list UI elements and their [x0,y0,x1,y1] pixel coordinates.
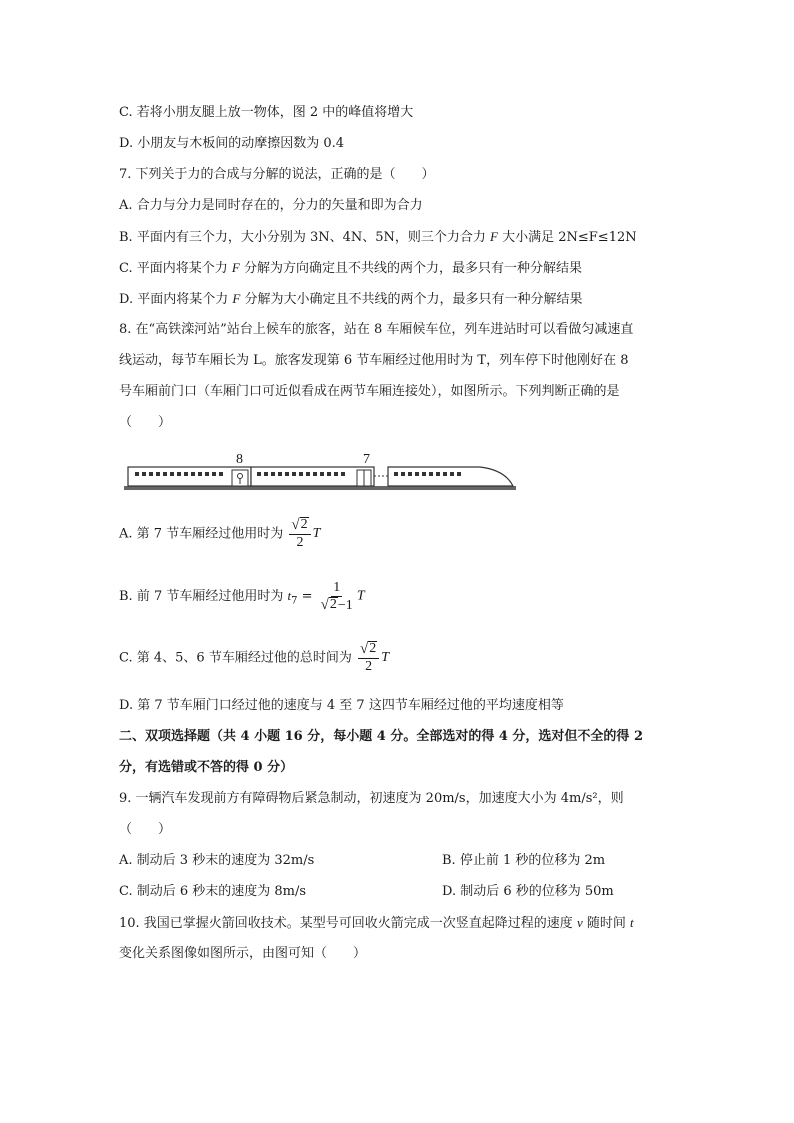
q9-option-d: D. 制动后 6 秒的位移为 50m [442,884,614,899]
section2-heading-line2: 分，有选错或不答的得 0 分） [119,760,294,775]
q8-a-den: 2 [296,535,304,550]
q8-option-a-text: A. 第 7 节车厢经过他用时为 [119,526,284,542]
q8-c-T: T [381,650,389,665]
train-figure [120,446,520,494]
q8-b-num: 1 [333,579,341,595]
q7-option-b-pre: B. 平面内有三个力，大小分别为 3N、4N、5N，则三个力合力 [119,230,491,245]
q8-option-b-fraction: 1 √ 2 −1 [320,579,353,613]
q7-option-c-pre: C. 平面内将某个力 [119,261,232,276]
train-label-8: 8 [236,452,243,467]
q8-option-b [119,576,365,622]
q8-stem-line1: 8. 在“高铁滦河站”站台上候车的旅客，站在 8 车厢候车位，列车进站时可以看做匀减速直 [119,322,634,337]
q6-option-d: D. 小朋友与木板间的动摩擦因数为 0.4 [119,136,345,151]
q8-b-minus1: −1 [337,597,353,613]
q7-option-d [119,290,582,309]
q7-option-d-post: 分解为大小确定且不共线的两个力，最多只有一种分解结果 [240,292,583,307]
q8-b-sqrt-arg: 2 [329,596,337,612]
train-car-7 [251,467,374,486]
q8-stem-line3: 号车厢前门口（车厢门口可近似看成在两节车厢连接处），如图所示。下列判断正确的是 [119,384,620,399]
q8-c-sqrt-arg: 2 [369,641,377,656]
q9-stem: 9. 一辆汽车发现前方有障碍物后紧急制动，初速度为 20m/s，加速度大小为 4m/s²，则 [119,791,624,806]
q7-option-c-var: F [231,260,240,275]
q8-b-sub: 7 [291,595,298,607]
q10-line1-pre: 10. 我国已掌握火箭回收技术。某型号可回收火箭完成一次竖直起降过程的速度 [119,916,577,931]
q10-stem-line2: 变化关系图像如图所示，由图可知（ ） [119,946,367,961]
q7-option-b-var: F [490,229,498,244]
q7-option-a: A. 合力与分力是同时存在的，分力的矢量和即为合力 [119,198,423,213]
q9-option-c: C. 制动后 6 秒末的速度为 8m/s [119,884,307,899]
q6-option-c: C. 若将小朋友腿上放一物体，图 2 中的峰值将增大 [119,105,414,120]
q10-stem-line1 [119,914,634,933]
q7-option-b [119,228,637,247]
q8-c-den: 2 [365,659,373,674]
q8-option-c-fraction: √ 2 2 [358,641,379,675]
q8-stem-line2: 线运动，每节车厢长为 L。旅客发现第 6 节车厢经过他用时为 T，列车停下时他刚好在 8 [119,353,629,368]
q10-line1-v: v [576,915,583,930]
q8-option-a [119,514,320,555]
q7-option-c [119,259,582,278]
section2-heading-line1: 二、双项选择题（共 4 小题 16 分，每小题 4 分。全部选对的得 4 分，选对但不全的得 2 [119,729,644,744]
q7-stem: 7. 下列关于力的合成与分解的说法，正确的是（ ） [119,167,435,182]
q8-b-var: t [287,588,292,603]
q7-option-b-post: 大小满足 2N≤F≤12N [497,230,637,245]
q8-b-T: T [356,588,365,604]
q8-option-b-text: B. 前 7 节车厢经过他用时为 [119,589,284,604]
q8-option-a-fraction: √ 2 2 [289,517,310,551]
q10-line1-t: t [630,915,634,930]
q9-option-b: B. 停止前 1 秒的位移为 2m [442,853,606,868]
q7-option-c-post: 分解为方向确定且不共线的两个力，最多只有一种分解结果 [239,261,582,276]
q8-option-c-text: C. 第 4、5、6 节车厢经过他的总时间为 [119,650,352,666]
q8-a-sqrt-arg: 2 [300,517,308,532]
q10-line1-mid: 随时间 [582,916,630,931]
q9-paren: （ ） [119,822,172,837]
q7-option-d-pre: D. 平面内将某个力 [119,292,233,307]
q8-option-c [119,638,389,679]
q8-stem-line4: （ ） [119,415,172,430]
q7-option-d-var: F [232,291,241,306]
q8-a-T: T [312,526,321,541]
q8-b-eq: = [297,589,317,604]
train-ground [124,486,516,490]
train-label-7: 7 [363,452,370,467]
train-locomotive [388,467,513,486]
q9-option-a: A. 制动后 3 秒末的速度为 32m/s [119,853,315,868]
q8-option-d: D. 第 7 节车厢门口经过他的速度与 4 至 7 这四节车厢经过他的平均速度相等 [119,698,564,713]
